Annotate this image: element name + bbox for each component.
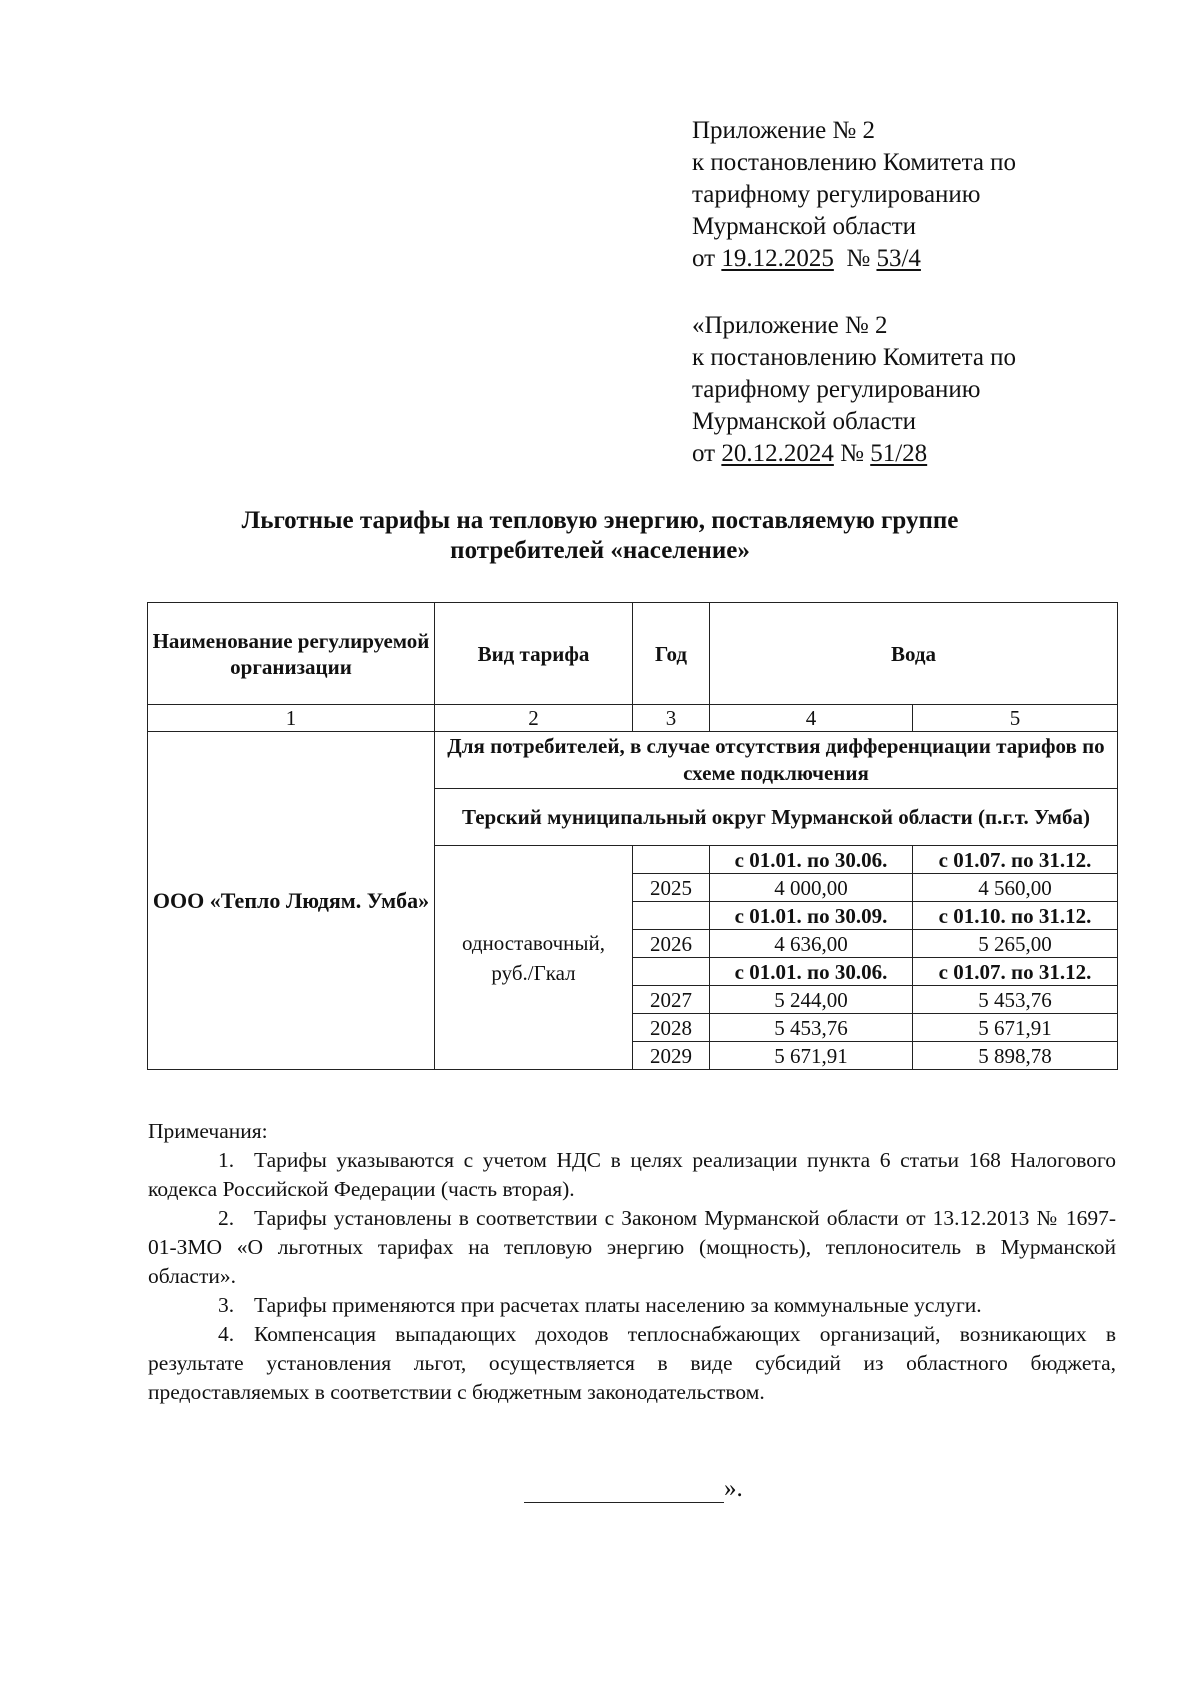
resolution-number: 53/4 bbox=[876, 245, 921, 272]
value-cell: 4 000,00 bbox=[710, 874, 913, 902]
note-text: Тарифы применяются при расчетах платы населению за коммунальные услуги. bbox=[254, 1293, 982, 1317]
period-cell: с 01.01. по 30.09. bbox=[710, 902, 913, 930]
table-row bbox=[148, 732, 1118, 789]
note-item bbox=[148, 1204, 1116, 1291]
header-organization: Наименование регулируемой организации bbox=[148, 603, 435, 705]
organization-cell: ООО «Тепло Людям. Умба» bbox=[148, 732, 435, 1070]
tariffs-table bbox=[147, 602, 1118, 1070]
header-water: Вода bbox=[710, 603, 1118, 705]
column-number-row bbox=[148, 705, 1118, 732]
year-cell: 2029 bbox=[633, 1042, 710, 1070]
note-number: 3. bbox=[218, 1293, 235, 1317]
value-cell: 5 453,76 bbox=[913, 986, 1118, 1014]
year-cell: 2025 bbox=[633, 874, 710, 902]
appendix-title: Приложение № 2 bbox=[692, 117, 876, 144]
value-cell: 4 560,00 bbox=[913, 874, 1118, 902]
year-cell-empty bbox=[633, 958, 710, 986]
territory-heading: Терский муниципальный округ Мурманской области (п.г.т. Умба) bbox=[435, 789, 1118, 846]
number-prefix: № bbox=[840, 440, 864, 467]
closing-mark bbox=[524, 1475, 743, 1503]
date-prefix: от bbox=[692, 440, 716, 467]
appendix-title: «Приложение № 2 bbox=[692, 312, 888, 339]
period-cell: с 01.07. по 31.12. bbox=[913, 958, 1118, 986]
column-number: 4 bbox=[710, 705, 913, 732]
value-cell: 5 671,91 bbox=[710, 1042, 913, 1070]
column-number: 1 bbox=[148, 705, 435, 732]
value-cell: 5 244,00 bbox=[710, 986, 913, 1014]
appendix-line: тарифному регулированию bbox=[692, 181, 981, 208]
value-cell: 5 671,91 bbox=[913, 1014, 1118, 1042]
resolution-number: 51/28 bbox=[870, 440, 928, 467]
resolution-date: 19.12.2025 bbox=[721, 245, 834, 272]
appendix-line: тарифному регулированию bbox=[692, 376, 981, 403]
note-number: 2. bbox=[218, 1206, 235, 1230]
appendix-line: Мурманской области bbox=[692, 408, 917, 435]
period-cell: с 01.10. по 31.12. bbox=[913, 902, 1118, 930]
title-line: Льготные тарифы на тепловую энергию, поставляемую группе bbox=[241, 507, 959, 534]
year-cell: 2026 bbox=[633, 930, 710, 958]
value-cell: 5 898,78 bbox=[913, 1042, 1118, 1070]
appendix-date-line bbox=[692, 438, 1016, 470]
notes-heading: Примечания: bbox=[148, 1119, 268, 1143]
consumer-group-heading: Для потребителей, в случае отсутствия дифференциации тарифов по схеме подключения bbox=[435, 732, 1118, 789]
appendix-header-previous bbox=[692, 310, 1016, 470]
table-header-row bbox=[148, 603, 1118, 705]
closing-rule bbox=[524, 1484, 724, 1503]
notes-section bbox=[148, 1117, 1116, 1407]
note-number: 4. bbox=[218, 1322, 235, 1346]
column-number: 2 bbox=[435, 705, 633, 732]
period-cell: с 01.07. по 31.12. bbox=[913, 846, 1118, 874]
appendix-line: Мурманской области bbox=[692, 213, 917, 240]
appendix-line: к постановлению Комитета по bbox=[692, 149, 1017, 176]
year-cell-empty bbox=[633, 846, 710, 874]
note-text: Тарифы установлены в соответствии с Законом Мурманской области от 13.12.2013 № 1697-01-ЗМО «О льготных тарифах на тепловую энергию (мощность), теплоноситель в Мурманской области». bbox=[148, 1206, 1116, 1288]
value-cell: 5 453,76 bbox=[710, 1014, 913, 1042]
date-prefix: от bbox=[692, 245, 716, 272]
note-item bbox=[148, 1146, 1116, 1204]
period-cell: с 01.01. по 30.06. bbox=[710, 846, 913, 874]
tariff-kind-cell: одноставочный, руб./Гкал bbox=[435, 846, 633, 1070]
note-number: 1. bbox=[218, 1148, 235, 1172]
year-cell: 2028 bbox=[633, 1014, 710, 1042]
column-number: 3 bbox=[633, 705, 710, 732]
header-year: Год bbox=[633, 603, 710, 705]
appendix-header-current bbox=[692, 115, 1016, 275]
header-tariff-type: Вид тарифа bbox=[435, 603, 633, 705]
period-cell: с 01.01. по 30.06. bbox=[710, 958, 913, 986]
note-item bbox=[148, 1291, 1116, 1320]
appendix-date-line bbox=[692, 243, 1016, 275]
appendix-line: к постановлению Комитета по bbox=[692, 344, 1017, 371]
year-cell: 2027 bbox=[633, 986, 710, 1014]
resolution-date: 20.12.2024 bbox=[721, 440, 834, 467]
note-text: Компенсация выпадающих доходов теплоснабжающих организаций, возникающих в результате установления льгот, осуществляется в виде субсидий из областного бюджета, предоставляемых в соответствии с бюджетным законодательством. bbox=[148, 1322, 1116, 1404]
title-line: потребителей «население» bbox=[450, 537, 750, 564]
note-item bbox=[148, 1320, 1116, 1407]
document-title bbox=[150, 506, 1050, 566]
closing-quote: ». bbox=[724, 1475, 743, 1502]
note-text: Тарифы указываются с учетом НДС в целях реализации пункта 6 статьи 168 Налогового кодекса Российской Федерации (часть вторая). bbox=[148, 1148, 1116, 1201]
value-cell: 5 265,00 bbox=[913, 930, 1118, 958]
number-prefix: № bbox=[846, 245, 871, 272]
value-cell: 4 636,00 bbox=[710, 930, 913, 958]
year-cell-empty bbox=[633, 902, 710, 930]
column-number: 5 bbox=[913, 705, 1118, 732]
